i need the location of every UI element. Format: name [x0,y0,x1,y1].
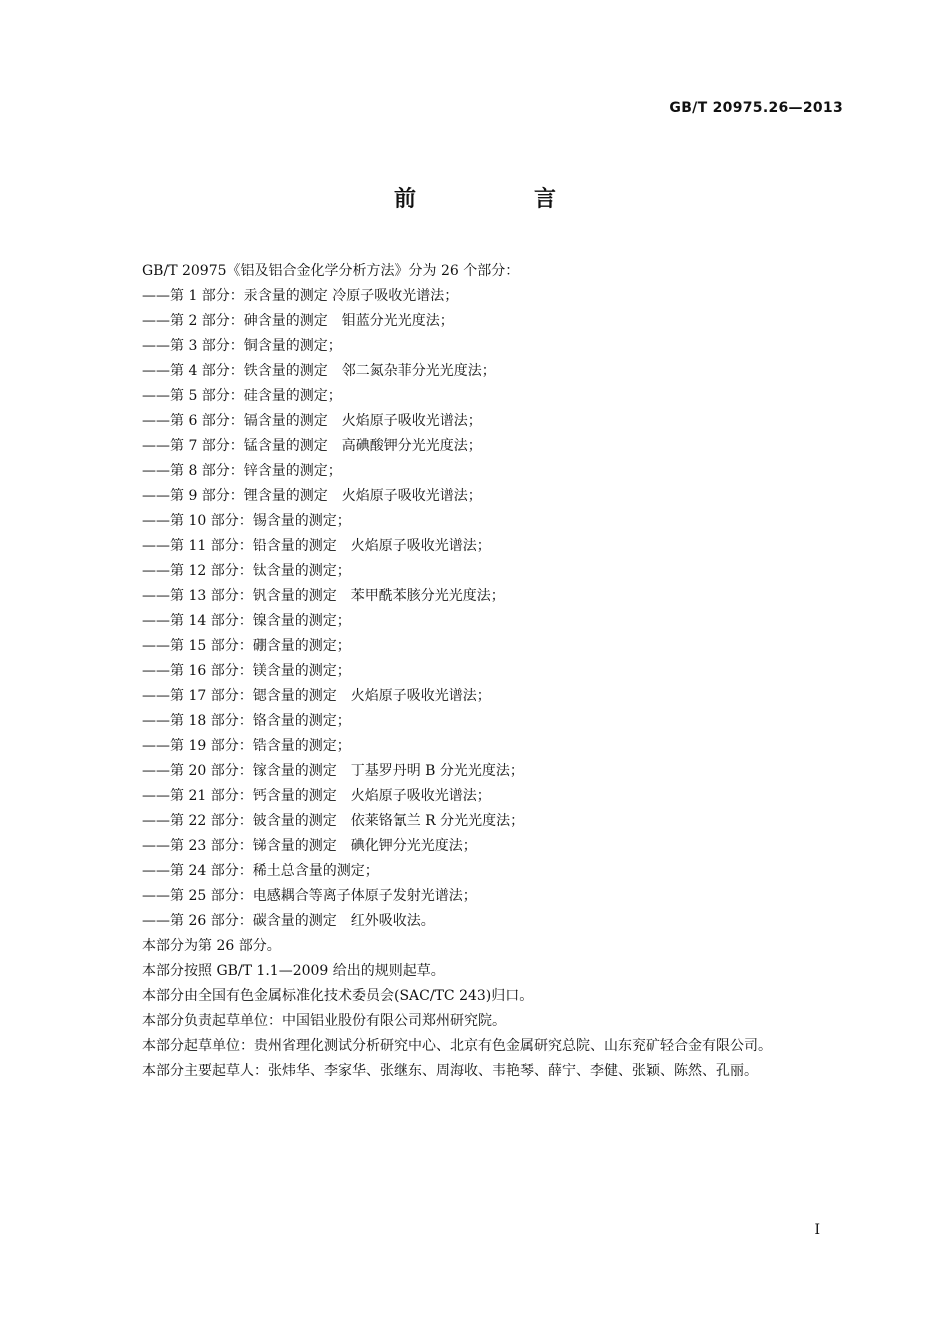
statements [108,934,844,1084]
part-item: ——第 20 部分：镓含量的测定 丁基罗丹明 B 分光光度法； [142,763,524,779]
part-item: ——第 1 部分：汞含量的测定 冷原子吸收光谱法； [142,288,459,304]
part-item: ——第 18 部分：铬含量的测定； [142,713,351,729]
part-item: ——第 24 部分：稀土总含量的测定； [142,863,379,879]
statement-drafters: 本部分主要起草人：张炜华、李家华、张继东、周海收、韦艳琴、薛宁、李健、张颖、陈然、孔丽。 [142,1063,758,1079]
statement-committee: 本部分由全国有色金属标准化技术委员会(SAC/TC 243)归口。 [142,988,534,1004]
part-item: ——第 23 部分：锑含量的测定 碘化钾分光光度法； [142,838,477,854]
part-item: ——第 11 部分：铅含量的测定 火焰原子吸收光谱法； [142,538,491,554]
part-item: ——第 5 部分：硅含量的测定； [142,388,342,404]
part-item: ——第 2 部分：砷含量的测定 钼蓝分光光度法； [142,313,454,329]
page-title: 前 言 [393,187,604,212]
part-item: ——第 6 部分：镉含量的测定 火焰原子吸收光谱法； [142,413,482,429]
part-item: ——第 4 部分：铁含量的测定 邻二氮杂菲分光光度法； [142,363,496,379]
part-item: ——第 15 部分：硼含量的测定； [142,638,351,654]
intro-line: GB/T 20975《铝及铝合金化学分析方法》分为 26 个部分： [142,263,520,279]
standard-code: GB/T 20975.26—2013 [669,100,843,116]
part-item: ——第 17 部分：锶含量的测定 火焰原子吸收光谱法； [142,688,491,704]
part-item: ——第 9 部分：锂含量的测定 火焰原子吸收光谱法； [142,488,482,504]
parts-list [108,284,844,934]
statement-part-number: 本部分为第 26 部分。 [142,938,281,954]
part-item: ——第 25 部分：电感耦合等离子体原子发射光谱法； [142,888,477,904]
part-item: ——第 22 部分：铍含量的测定 依莱铬氰兰 R 分光光度法； [142,813,525,829]
part-item: ——第 16 部分：镁含量的测定； [142,663,351,679]
statement-drafting-rules: 本部分按照 GB/T 1.1—2009 给出的规则起草。 [142,963,445,979]
statement-drafting-units: 本部分起草单位：贵州省理化测试分析研究中心、北京有色金属研究总院、山东兖矿轻合金有限公司。 [142,1038,772,1054]
part-item: ——第 7 部分：锰含量的测定 高碘酸钾分光光度法； [142,438,482,454]
page-number: I [814,1222,820,1238]
part-item: ——第 13 部分：钒含量的测定 苯甲酰苯胲分光光度法； [142,588,505,604]
part-item: ——第 19 部分：锆含量的测定； [142,738,351,754]
part-item: ——第 14 部分：镍含量的测定； [142,613,351,629]
part-item: ——第 10 部分：锡含量的测定； [142,513,351,529]
part-item: ——第 8 部分：锌含量的测定； [142,463,342,479]
statement-responsible-unit: 本部分负责起草单位：中国铝业股份有限公司郑州研究院。 [142,1013,506,1029]
part-item: ——第 3 部分：铜含量的测定； [142,338,342,354]
part-item: ——第 12 部分：钛含量的测定； [142,563,351,579]
part-item: ——第 21 部分：钙含量的测定 火焰原子吸收光谱法； [142,788,491,804]
part-item: ——第 26 部分：碳含量的测定 红外吸收法。 [142,913,435,929]
document-body [108,259,844,1084]
